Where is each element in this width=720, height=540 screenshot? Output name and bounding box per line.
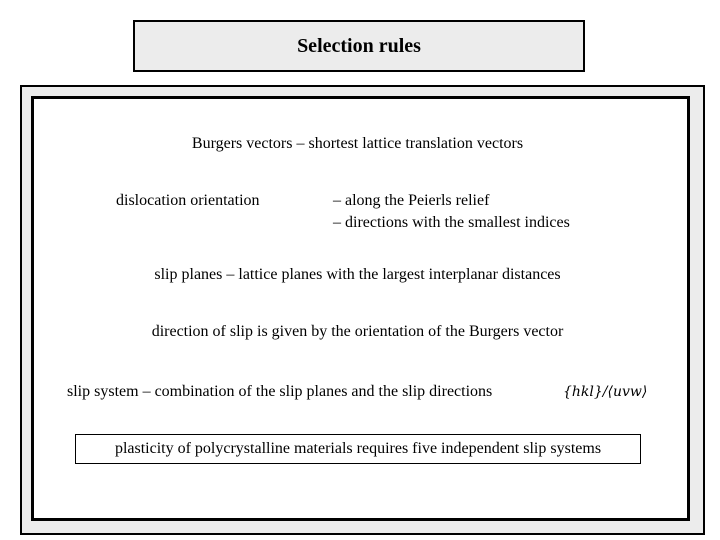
slip-planes-line: slip planes – lattice planes with the largest interplanar distances — [154, 266, 561, 283]
dislocation-orientation-item-2: – directions with the smallest indices — [333, 214, 570, 231]
title-box — [133, 20, 585, 72]
slip-direction-line: direction of slip is given by the orientation of the Burgers vector — [151, 323, 564, 340]
dislocation-orientation-item-1: – along the Peierls relief — [333, 192, 490, 209]
burgers-vectors-line: Burgers vectors – shortest lattice translation vectors — [191, 135, 524, 152]
slip-system-line: slip system – combination of the slip planes and the slip directions — [67, 383, 493, 400]
dislocation-orientation-label: dislocation orientation — [116, 192, 260, 209]
slide-title: Selection rules — [297, 34, 421, 57]
plasticity-line: plasticity of polycrystalline materials requires five independent slip systems — [114, 440, 602, 457]
slip-system-notation: {hkl}/⟨uvw⟩ — [563, 384, 648, 400]
plasticity-highlight-box — [75, 434, 641, 464]
